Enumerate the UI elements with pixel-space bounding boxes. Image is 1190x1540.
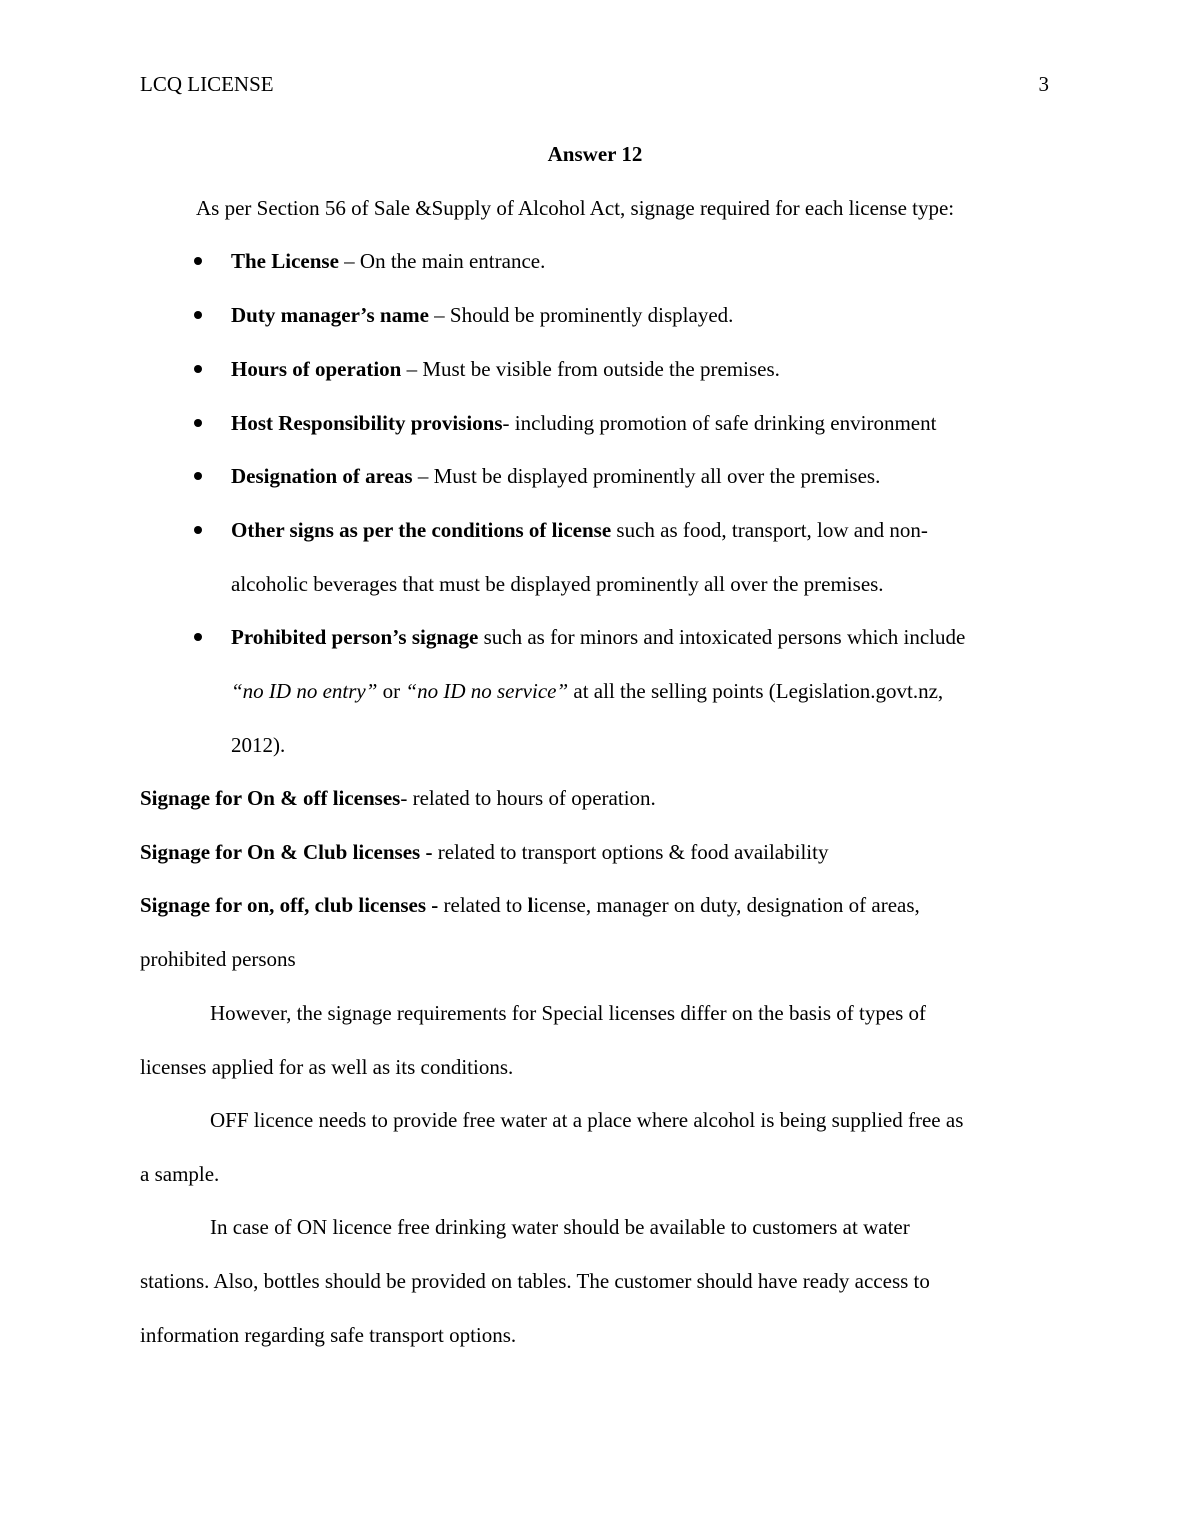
list-item	[231, 503, 1061, 611]
signage-text: icense, manager on duty, designation of areas,	[533, 893, 920, 917]
signage-on-off-club	[140, 878, 1052, 986]
list-item	[231, 610, 1061, 772]
signage-label: Signage for On & Club licenses -	[140, 840, 438, 864]
running-header: LCQ LICENSE	[140, 72, 274, 96]
bullet-text: - including promotion of safe drinking environment	[502, 411, 937, 435]
paragraph-line: stations. Also, bottles should be provided on tables. The customer should have ready access to	[140, 1269, 930, 1293]
list-item	[231, 234, 1061, 288]
bullet-term: The License	[231, 249, 339, 273]
list-item	[231, 449, 1061, 503]
signage-on-club	[140, 825, 1052, 879]
signage-label: Signage for On & off licenses	[140, 786, 401, 810]
bullet-text: at all the selling points (Legislation.govt.nz,	[568, 679, 944, 703]
paragraph-line: a sample.	[140, 1162, 220, 1186]
body-paragraph	[140, 1200, 1052, 1362]
bullet-term: Designation of areas	[231, 464, 413, 488]
bullet-icon	[194, 633, 202, 641]
paragraph-line: OFF licence needs to provide free water at a place where alcohol is being supplied free as	[210, 1108, 964, 1132]
list-item	[231, 288, 1061, 342]
bullet-term: Duty manager’s name	[231, 303, 429, 327]
signage-text: related to	[443, 893, 528, 917]
paragraph-line: In case of ON licence free drinking water should be available to customers at water	[210, 1215, 910, 1239]
bullet-icon	[194, 365, 202, 373]
paragraph-line: licenses applied for as well as its conditions.	[140, 1055, 514, 1079]
list-item	[231, 396, 1061, 450]
bullet-icon	[194, 257, 202, 265]
bullet-icon	[194, 311, 202, 319]
bullet-text: – Must be displayed prominently all over the premises.	[412, 464, 881, 488]
bullet-text: such as for minors and intoxicated persons which include	[478, 625, 966, 649]
signage-label: Signage for on, off, club licenses -	[140, 893, 444, 917]
bullet-icon	[194, 472, 202, 480]
quoted-sign-text: “no ID no service”	[405, 679, 569, 703]
bullet-text: – Should be prominently displayed.	[428, 303, 734, 327]
bullet-text: such as food, transport, low and non-	[611, 518, 928, 542]
signage-on-off	[140, 771, 1052, 825]
bullet-text: – Must be visible from outside the premises.	[401, 357, 780, 381]
signage-text: - related to hours of operation.	[400, 786, 656, 810]
list-item	[231, 342, 1061, 396]
page-number: 3	[1038, 72, 1049, 96]
bullet-text: – On the main entrance.	[338, 249, 546, 273]
bullet-text-continued: alcoholic beverages that must be displayed prominently all over the premises.	[231, 572, 884, 596]
citation-year: 2012).	[231, 733, 286, 757]
paragraph-line: However, the signage requirements for Special licenses differ on the basis of types of	[210, 1001, 927, 1025]
answer-heading: Answer 12	[547, 142, 643, 166]
bullet-text: or	[377, 679, 406, 703]
paragraph-line: information regarding safe transport options.	[140, 1323, 517, 1347]
signage-text-continued: prohibited persons	[140, 947, 296, 971]
bullet-icon	[194, 526, 202, 534]
body-paragraph	[140, 986, 1052, 1094]
body-paragraph	[140, 1093, 1052, 1201]
bullet-term: Host Responsibility provisions	[231, 411, 503, 435]
intro-paragraph: As per Section 56 of Sale &Supply of Alcohol Act, signage required for each license type:	[196, 196, 955, 220]
bullet-icon	[194, 419, 202, 427]
signage-bold-letter: l	[527, 893, 534, 917]
quoted-sign-text: “no ID no entry”	[231, 679, 378, 703]
bullet-term: Prohibited person’s signage	[231, 625, 479, 649]
signage-text: related to transport options & food availability	[437, 840, 829, 864]
bullet-term: Other signs as per the conditions of license	[231, 518, 612, 542]
bullet-term: Hours of operation	[231, 357, 402, 381]
